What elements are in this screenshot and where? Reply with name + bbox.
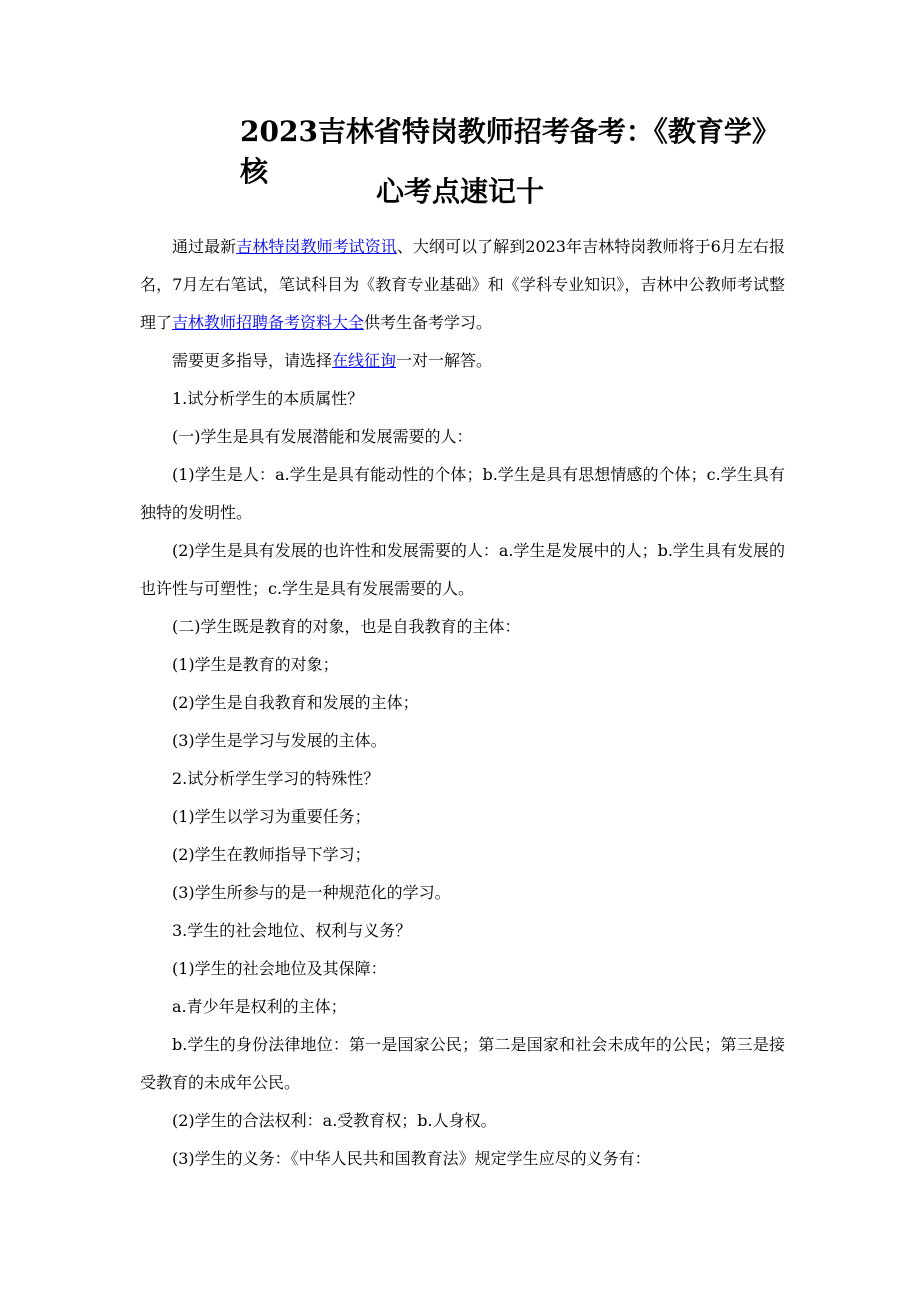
- intro-paragraph: [140, 228, 785, 342]
- paragraph-q1-part2: (二)学生既是教育的对象，也是自我教育的主体：: [172, 617, 521, 636]
- paragraph-q3-item3: (3)学生的义务：《中华人民共和国教育法》规定学生应尽的义务有：: [172, 1149, 651, 1168]
- document-body: [140, 228, 785, 1178]
- paragraph-q3-item1-a: a.青少年是权利的主体；: [172, 997, 347, 1016]
- document-title-line-2: 心考点速记十: [375, 175, 544, 208]
- paragraph-q1-part2-item1: (1)学生是教育的对象；: [172, 655, 339, 674]
- paragraph-q1-part1-item2: (2)学生是具有发展的也许性和发展需要的人：a.学生是发展中的人；b.学生具有发展的也许性与可塑性；c.学生是具有发展需要的人。: [140, 541, 785, 598]
- paragraph-q1-part2-item3: (3)学生是学习与发展的主体。: [172, 731, 387, 750]
- intro-text-1: 通过最新: [172, 237, 237, 256]
- guide-text-1: 需要更多指导，请选择: [172, 351, 333, 370]
- online-consult-link[interactable]: 在线征询: [332, 351, 397, 370]
- paragraph-q1-part1-item1: (1)学生是人：a.学生是具有能动性的个体；b.学生是具有思想情感的个体；c.学生具有独特的发明性。: [140, 465, 785, 522]
- paragraph-q3-item1-b: b.学生的身份法律地位：第一是国家公民；第二是国家和社会未成年的公民；第三是接受教育的未成年公民。: [140, 1035, 785, 1092]
- guide-paragraph: [140, 342, 785, 380]
- paragraph-q3-item2: (2)学生的合法权利：a.受教育权；b.人身权。: [172, 1111, 497, 1130]
- paragraph-q1-part1: (一)学生是具有发展潜能和发展需要的人：: [172, 427, 473, 446]
- document-title-line-1: 2023吉林省特岗教师招考备考：《教育学》核: [240, 115, 780, 188]
- paragraph-q2-item2: (2)学生在教师指导下学习；: [172, 845, 371, 864]
- paragraph-q2-item3: (3)学生所参与的是一种规范化的学习。: [172, 883, 451, 902]
- paragraph-q3: 3.学生的社会地位、权利与义务？: [172, 921, 412, 940]
- intro-text-3: 供考生备考学习。: [364, 313, 493, 332]
- paragraph-q2-item1: (1)学生以学习为重要任务；: [172, 807, 371, 826]
- guide-text-2: 一对一解答。: [396, 351, 493, 370]
- paragraph-q1-part2-item2: (2)学生是自我教育和发展的主体；: [172, 693, 419, 712]
- exam-news-link[interactable]: 吉林特岗教师考试资讯: [236, 237, 397, 256]
- paragraph-q2: 2.试分析学生学习的特殊性？: [172, 769, 380, 788]
- study-materials-link[interactable]: 吉林教师招聘备考资料大全: [172, 313, 365, 332]
- paragraph-q3-item1: (1)学生的社会地位及其保障：: [172, 959, 387, 978]
- paragraph-q1: 1.试分析学生的本质属性？: [172, 389, 364, 408]
- intro-text-2: 、大纲可以了解到2023年吉林特岗教师将于6月左右报名，7月左右笔试，笔试科目为《教育专业基础》和《学科专业知识》，吉林中公教师考试整理了: [140, 237, 785, 332]
